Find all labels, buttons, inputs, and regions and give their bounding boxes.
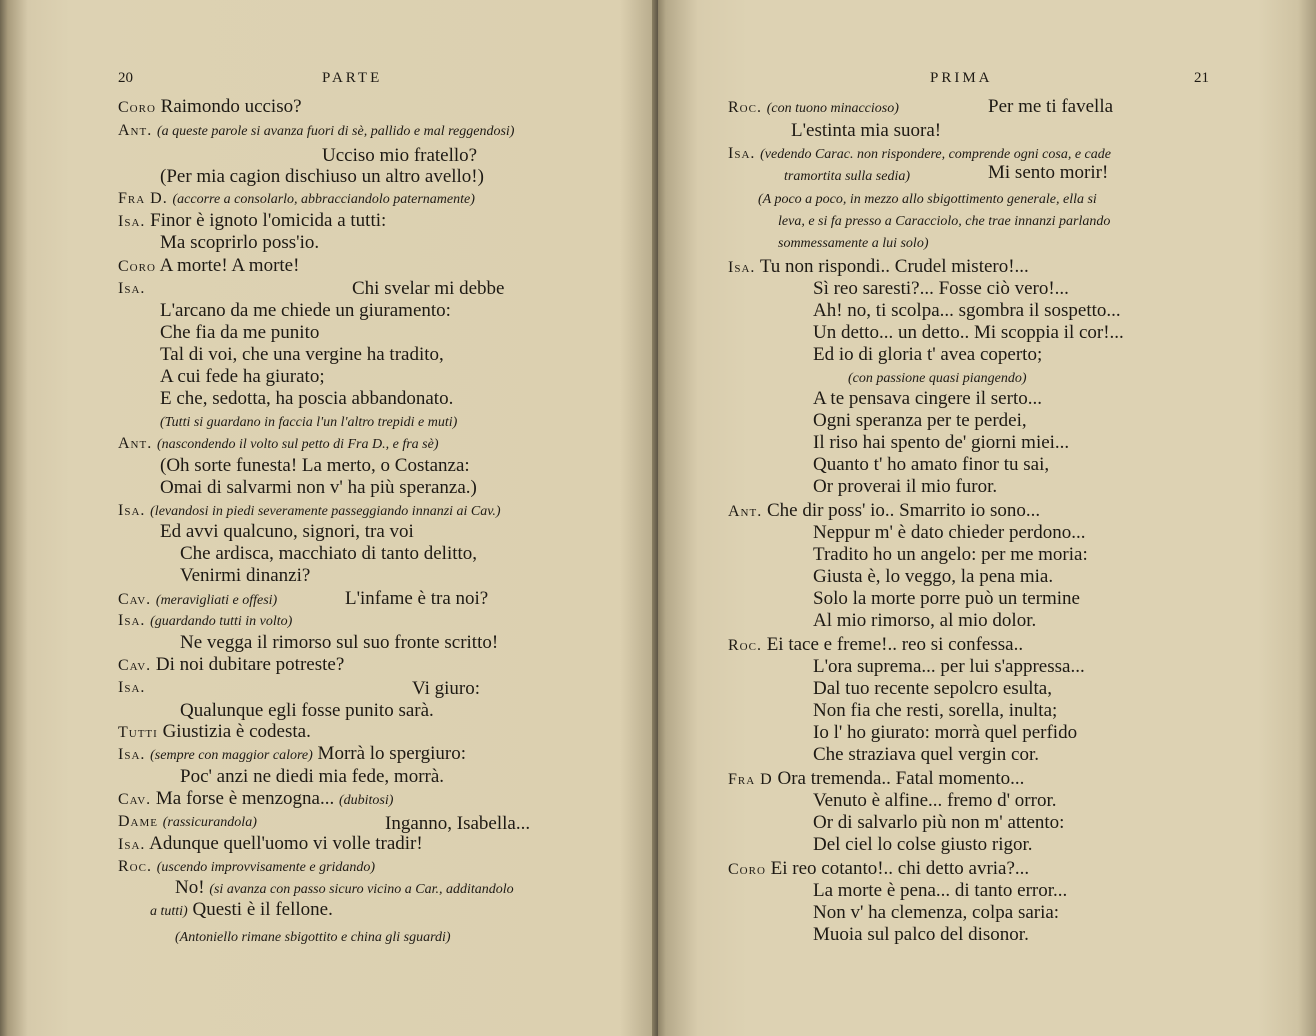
text-line (728, 256, 1029, 279)
verse-text: L'estinta mia suora! (791, 120, 942, 141)
stage-direction: (con passione quasi piangendo) (848, 371, 1027, 386)
verse-text: Venuto è alfine... fremo d' orror. (813, 790, 1057, 811)
verse-text: L'infame è tra noi? (345, 588, 489, 609)
text-line (813, 322, 1124, 344)
verse-text: Io l' ho giurato: morrà quel perfido (813, 722, 1078, 743)
verse-text: Ogni speranza per te perdei, (813, 410, 1027, 431)
stage-direction: (Tutti si guardano in faccia l'un l'altro trepidi e muti) (160, 415, 458, 430)
stage-direction: tramortita sulla sedia) (784, 169, 911, 184)
speaker-label: Fra D. (118, 190, 168, 207)
text-line (728, 500, 1040, 523)
speaker-label: Dame (118, 813, 158, 830)
stage-direction: sommessamente a lui solo) (778, 236, 929, 251)
text-line (813, 522, 1086, 544)
verse-text: Omai di salvarmi non v' ha più speranza.) (160, 477, 477, 498)
verse-text: Ma forse è menzogna... (155, 788, 335, 809)
verse-text: Giusta è, lo veggo, la pena mia. (813, 566, 1054, 587)
speaker-label: Isa. (118, 836, 146, 853)
verse-text: Questi è il fellone. (192, 899, 333, 920)
verse-text: Ei tace e freme!.. reo si confessa.. (766, 634, 1024, 655)
stage-direction: (sempre con maggior calore) (150, 748, 313, 763)
verse-text: Tu non rispondi.. Crudel mistero!... (759, 256, 1029, 277)
verse-text: Tal di voi, che una vergine ha tradito, (160, 344, 444, 365)
stage-direction: (vedendo Carac. non rispondere, comprende ogni cosa, e cade (760, 147, 1111, 162)
stage-direction: (accorre a consolarlo, abbracciandolo paternamente) (172, 192, 475, 207)
text-line (385, 813, 530, 835)
page-number: 21 (1194, 70, 1209, 86)
verse-text: Ed io di gloria t' avea coperto; (813, 344, 1043, 365)
text-line (180, 766, 444, 788)
speaker-label: Ant. (728, 503, 763, 520)
verse-text: Solo la morte porre può un termine (813, 588, 1080, 609)
verse-text: A te pensava cingere il serto... (813, 388, 1042, 409)
speaker-label: Cav. (118, 657, 152, 674)
text-line (118, 187, 475, 211)
stage-direction: (Antoniello rimane sbigottito e china gli sguardi) (175, 930, 451, 945)
speaker-label: Roc. (728, 637, 762, 654)
verse-text: Che ardisca, macchiato di tanto delitto, (180, 543, 478, 564)
verse-text: Morrà lo spergiuro: (317, 743, 467, 764)
text-line (180, 700, 434, 722)
text-line (813, 656, 1085, 678)
verse-text: Adunque quell'uomo vi volle tradir! (149, 833, 423, 854)
text-line (175, 925, 451, 949)
text-line (352, 278, 505, 300)
text-line (118, 277, 145, 300)
verse-text: Quanto t' ho amato finor tu sai, (813, 454, 1050, 475)
text-line (813, 410, 1027, 432)
speaker-label: Isa. (118, 679, 146, 696)
verse-text: Per me ti favella (988, 96, 1114, 117)
text-line (180, 543, 477, 565)
text-line (118, 432, 439, 456)
verse-text: Non fia che resti, sorella, inulta; (813, 700, 1058, 721)
verse-text: Venirmi dinanzi? (180, 565, 311, 586)
text-line (160, 366, 325, 388)
text-line (160, 322, 319, 344)
text-line (160, 300, 451, 322)
verse-text: Ma scoprirlo poss'io. (160, 232, 320, 253)
text-line (778, 209, 1110, 233)
text-line (175, 877, 514, 901)
text-line (160, 521, 414, 543)
text-line (728, 634, 1023, 657)
text-line (813, 902, 1059, 924)
stage-direction: (a queste parole si avanza fuori di sè, pallido e mal reggendosi) (156, 124, 515, 139)
verse-text: Or proverai il mio furor. (813, 476, 998, 497)
verse-text: Muoia sul palco del disonor. (813, 924, 1029, 945)
verse-text: Raimondo ucciso? (160, 96, 302, 117)
text-line (813, 588, 1080, 610)
text-line (813, 454, 1049, 476)
verse-text: Del ciel lo colse giusto rigor. (813, 834, 1033, 855)
text-line (813, 790, 1056, 812)
text-line (118, 499, 501, 523)
verse-text: Dal tuo recente sepolcro esulta, (813, 678, 1052, 699)
verse-text: Or di salvarlo più non m' attento: (813, 812, 1065, 833)
stage-direction: (si avanza con passo sicuro vicino a Car., additandolo (209, 882, 514, 897)
verse-text: (Oh sorte funesta! La merto, o Costanza: (160, 455, 470, 476)
verse-text: E che, sedotta, ha poscia abbandonato. (160, 388, 454, 409)
verse-text: Ed avvi qualcuno, signori, tra voi (160, 521, 414, 542)
stage-direction: (con tuono minaccioso) (766, 101, 899, 116)
verse-text: Ne vegga il rimorso sul suo fronte scritto! (180, 632, 499, 653)
text-line (728, 768, 1024, 791)
verse-text: Giustizia è codesta. (162, 721, 311, 742)
speaker-label: Isa. (728, 259, 756, 276)
text-line (813, 610, 1036, 632)
verse-text: Ei reo cotanto!.. chi detto avria?... (770, 858, 1030, 879)
verse-text: Vi giuro: (412, 678, 480, 699)
text-line (813, 278, 1069, 300)
text-line (160, 388, 453, 410)
verse-text: Neppur m' è dato chieder perdono... (813, 522, 1086, 543)
text-line (118, 833, 423, 856)
text-line (728, 858, 1029, 881)
text-line (848, 366, 1026, 390)
text-line (813, 300, 1121, 322)
text-line (813, 678, 1052, 700)
verse-text: A morte! A morte! (159, 255, 300, 276)
verse-text: Poc' anzi ne diedi mia fede, morrà. (180, 766, 445, 787)
text-line (322, 145, 477, 167)
text-line (784, 164, 910, 188)
text-line (118, 609, 292, 633)
text-line (778, 231, 929, 255)
verse-text: Finor è ignoto l'omicida a tutti: (150, 210, 387, 231)
text-line (813, 544, 1088, 566)
stage-direction: (guardando tutti in volto) (150, 614, 293, 629)
verse-text: No! (175, 877, 205, 898)
verse-text: Il riso hai spento de' giorni miei... (813, 432, 1070, 453)
text-line (150, 899, 333, 923)
text-line (988, 96, 1113, 118)
running-head: PARTE (322, 70, 383, 86)
text-line (728, 96, 899, 120)
verse-text: A cui fede ha giurato; (160, 366, 325, 387)
speaker-label: Roc. (118, 858, 152, 875)
text-line (412, 678, 480, 700)
speaker-label: Isa. (118, 213, 146, 230)
text-line (118, 855, 375, 879)
text-line (813, 880, 1067, 902)
stage-direction: a tutti) (150, 904, 188, 919)
verse-text: (Per mia cagion dischiuso un altro avello!) (160, 166, 484, 187)
stage-direction: (levandosi in piedi severamente passeggiando innanzi ai Cav.) (150, 504, 501, 519)
text-line (345, 588, 488, 610)
speaker-label: Tutti (118, 724, 158, 741)
verse-text: Che straziava quel vergin cor. (813, 744, 1039, 765)
speaker-label: Ant. (118, 122, 153, 139)
stage-direction: (A poco a poco, in mezzo allo sbigottimento generale, ella si (758, 192, 1097, 207)
text-line (813, 566, 1053, 588)
text-line (160, 166, 484, 188)
speaker-label: Coro (728, 861, 766, 878)
verse-text: Ora tremenda.. Fatal momento... (777, 768, 1025, 789)
text-line (160, 232, 319, 254)
text-line (160, 477, 477, 499)
text-line (813, 924, 1029, 946)
text-line (758, 187, 1097, 211)
speaker-label: Ant. (118, 435, 153, 452)
verse-text: Al mio rimorso, al mio dolor. (813, 610, 1037, 631)
text-line (118, 676, 145, 699)
text-line (813, 476, 997, 498)
verse-text: Di noi dubitare potreste? (155, 654, 345, 675)
text-line (160, 410, 457, 434)
speaker-label: Coro (118, 258, 156, 275)
verse-text: Tradito ho un angelo: per me moria: (813, 544, 1088, 565)
speaker-label: Isa. (118, 612, 146, 629)
text-line (791, 120, 941, 142)
text-line (813, 744, 1039, 766)
verse-text: Che fia da me punito (160, 322, 320, 343)
text-line (813, 700, 1057, 722)
text-line (160, 344, 444, 366)
text-line (118, 210, 386, 233)
speaker-label: Isa. (118, 746, 146, 763)
text-line (118, 255, 299, 278)
running-head: PRIMA (930, 70, 993, 86)
text-line (813, 388, 1042, 410)
text-line (118, 654, 344, 677)
stage-direction: (dubitosi) (338, 793, 394, 808)
speaker-label: Cav. (118, 791, 152, 808)
stage-direction: (nascondendo il volto sul petto di Fra D., e fra sè) (156, 437, 439, 452)
speaker-label: Isa. (728, 145, 756, 162)
speaker-label: Cav. (118, 591, 152, 608)
verse-text: Ucciso mio fratello? (322, 145, 478, 166)
text-line (118, 721, 311, 744)
page-number: 20 (118, 70, 133, 86)
text-line (180, 632, 498, 654)
speaker-label: Fra D (728, 771, 773, 788)
text-line (118, 788, 393, 812)
speaker-label: Isa. (118, 502, 146, 519)
text-line (813, 722, 1077, 744)
verse-text: Mi sento morir! (988, 162, 1109, 183)
verse-text: Ah! no, ti scolpa... sgombra il sospetto... (813, 300, 1121, 321)
speaker-label: Coro (118, 99, 156, 116)
text-line (118, 743, 466, 767)
verse-text: Che dir poss' io.. Smarrito io sono... (766, 500, 1041, 521)
speaker-label: Isa. (118, 280, 146, 297)
verse-text: Chi svelar mi debbe (352, 278, 505, 299)
text-line (180, 565, 310, 587)
text-line (988, 162, 1108, 184)
verse-text: L'arcano da me chiede un giuramento: (160, 300, 451, 321)
text-line (118, 810, 257, 834)
stage-direction: (meravigliati e offesi) (155, 593, 278, 608)
text-line (813, 344, 1042, 366)
verse-text: La morte è pena... di tanto error... (813, 880, 1068, 901)
text-line (118, 96, 302, 119)
verse-text: Inganno, Isabella... (385, 813, 531, 834)
verse-text: Non v' ha clemenza, colpa saria: (813, 902, 1060, 923)
verse-text: Qualunque egli fosse punito sarà. (180, 700, 434, 721)
stage-direction: (uscendo improvvisamente e gridando) (156, 860, 376, 875)
verse-text: L'ora suprema... per lui s'appressa... (813, 656, 1085, 677)
text-line (813, 432, 1069, 454)
stage-direction: (rassicurandola) (162, 815, 257, 830)
text-line (118, 119, 514, 143)
stage-direction: leva, e si fa presso a Caracciolo, che trae innanzi parlando (778, 214, 1111, 229)
text-line (813, 812, 1064, 834)
verse-text: Un detto... un detto.. Mi scoppia il cor!... (813, 322, 1124, 343)
text-line (160, 455, 470, 477)
text-line (813, 834, 1033, 856)
verse-text: Sì reo saresti?... Fosse ciò vero!... (813, 278, 1069, 299)
right-page (658, 0, 1316, 1036)
speaker-label: Roc. (728, 99, 762, 116)
